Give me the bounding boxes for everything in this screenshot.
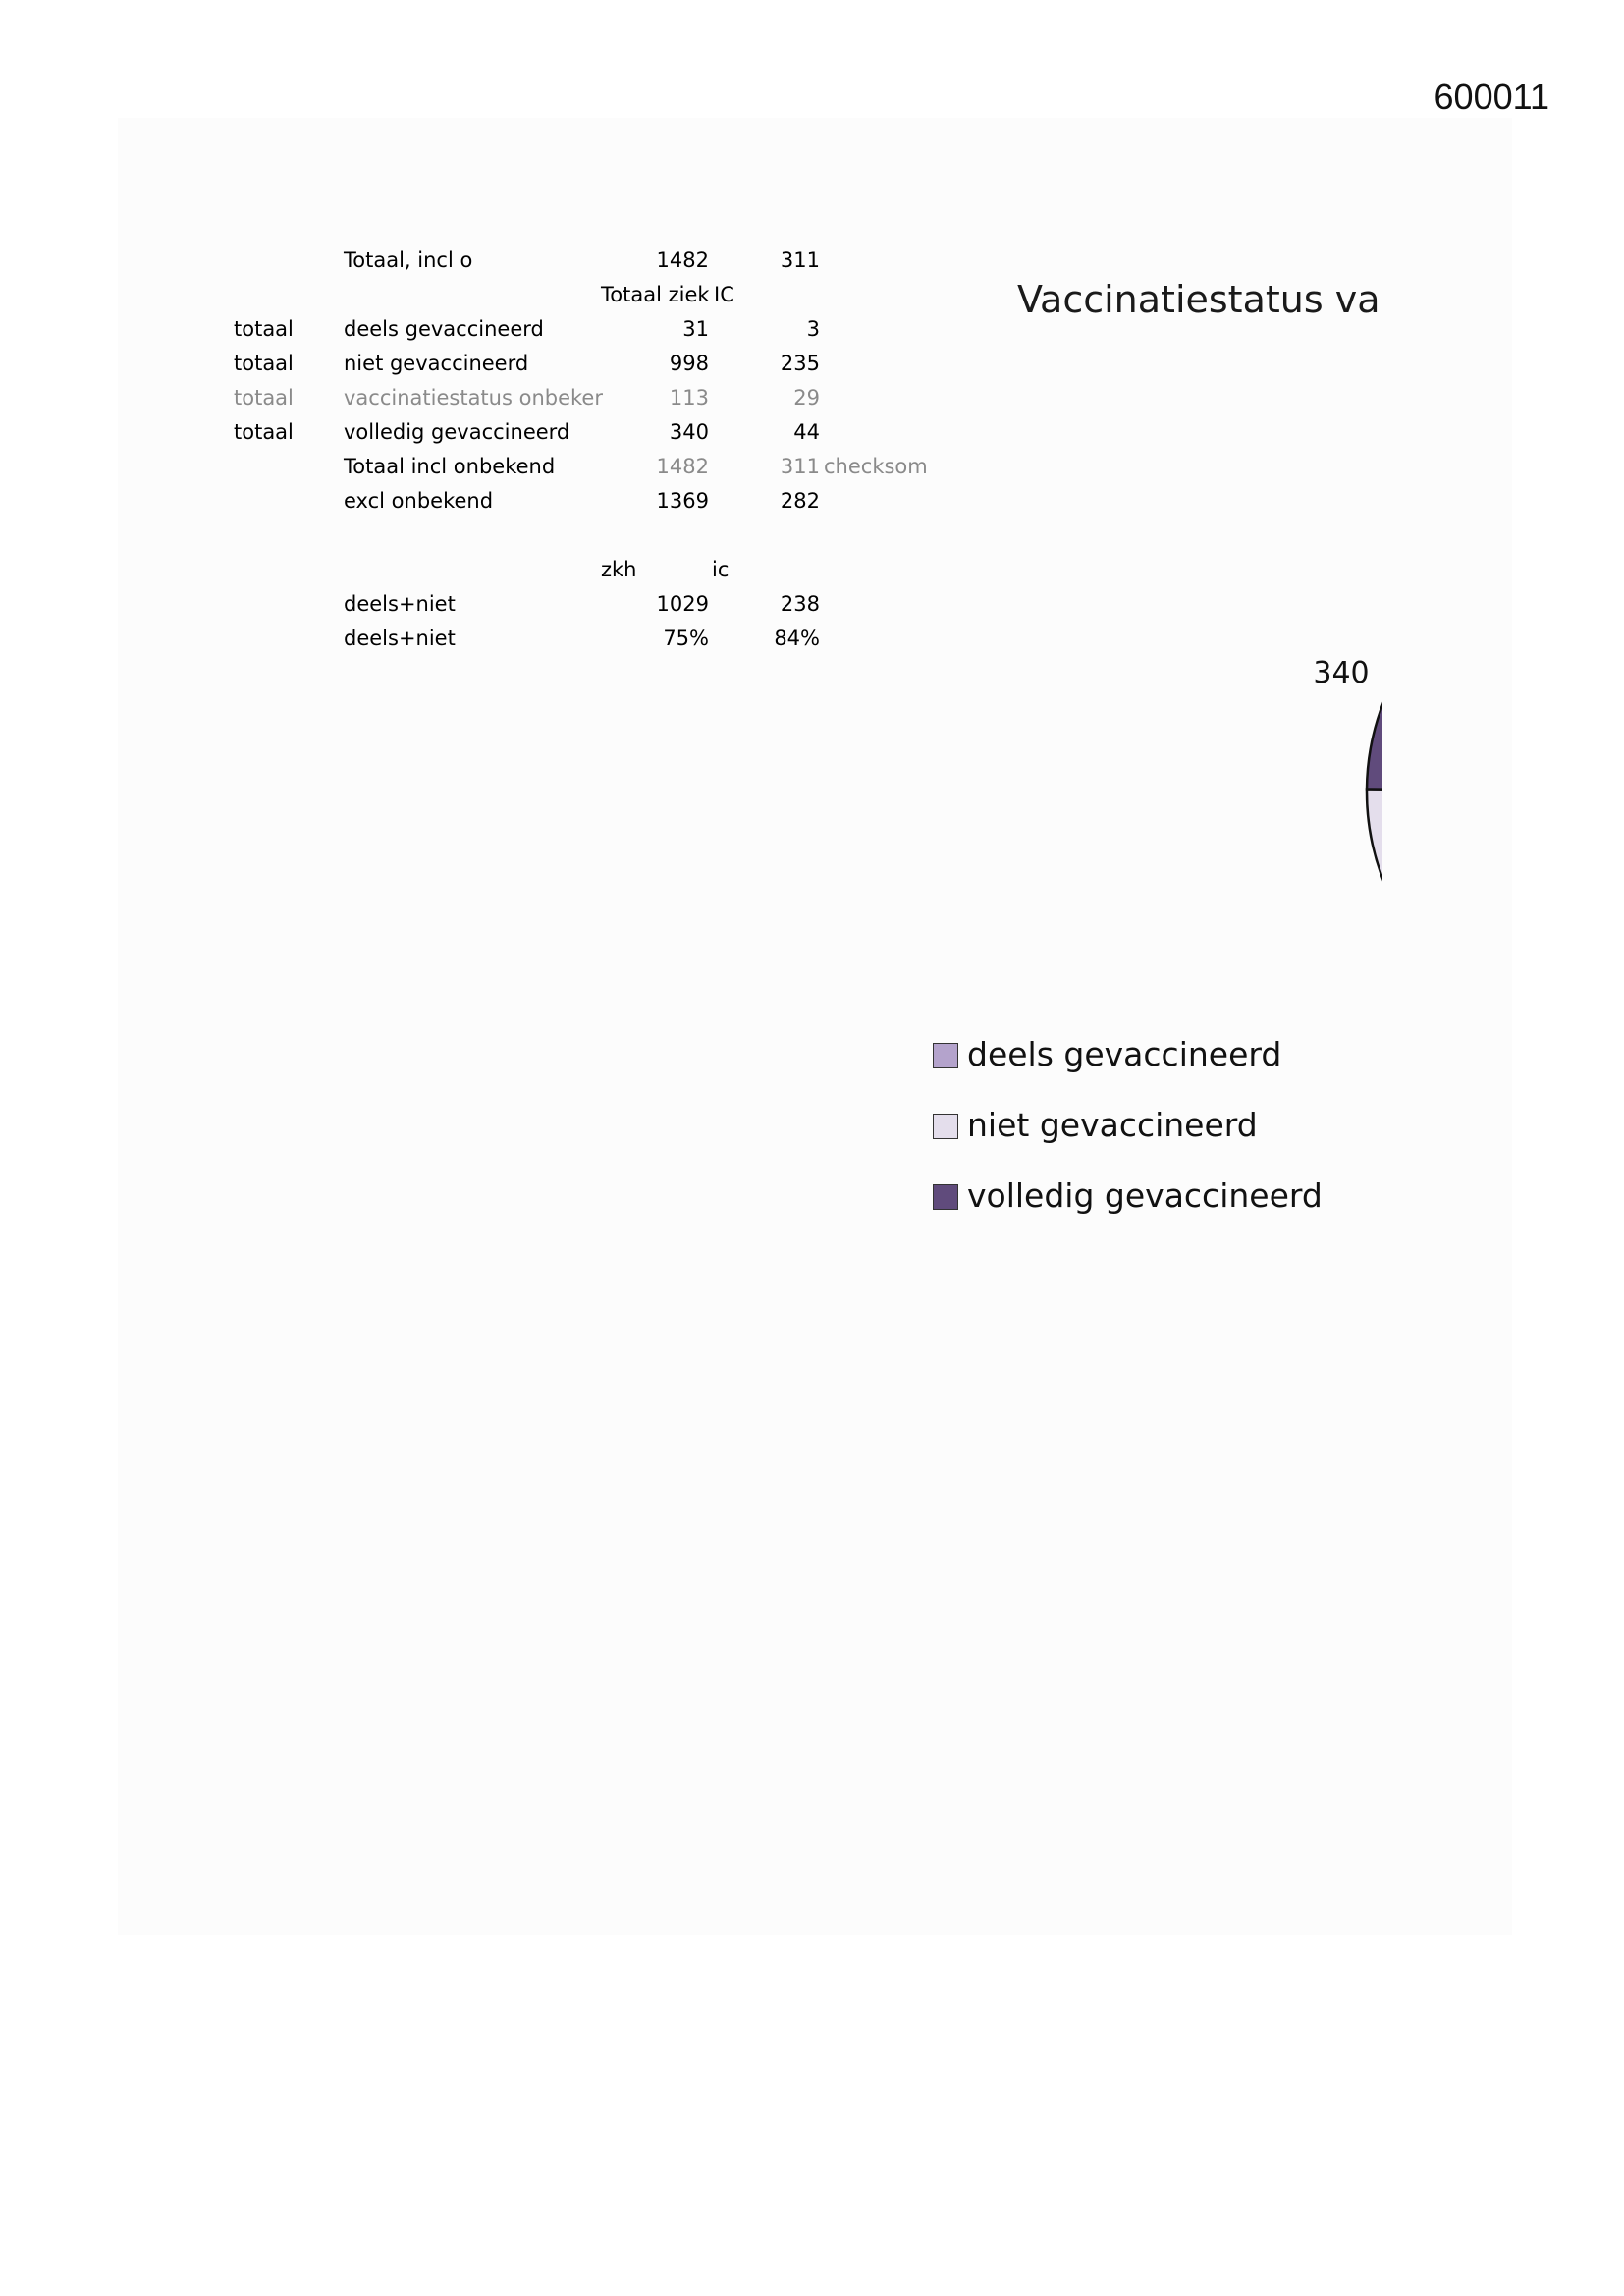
legend-swatch-volledig [933, 1184, 958, 1210]
summary-header-ic: ic [712, 558, 730, 581]
pie-slice-niet [1367, 549, 1382, 1037]
totaal-incl-onbekend-ic: 311 [780, 455, 820, 478]
summary-ic: 238 [780, 592, 820, 616]
row-zkh: 113 [669, 386, 709, 410]
totaal-incl-label: Totaal, incl o [344, 248, 473, 272]
summary-ic: 84% [774, 627, 820, 650]
row-zkh: 340 [669, 420, 709, 444]
row-ic: 29 [793, 386, 820, 410]
totaal-incl-ic: 311 [780, 248, 820, 272]
summary-label: deels+niet [344, 592, 456, 616]
row-label: volledig gevaccineerd [344, 420, 570, 444]
row-prefix: totaal [234, 317, 294, 341]
legend-label: niet gevaccineerd [967, 1106, 1258, 1144]
subheader-totaal-ziek: Totaal ziek [601, 283, 710, 306]
excl-onbekend-label: excl onbekend [344, 489, 494, 513]
row-ic: 44 [793, 420, 820, 444]
row-zkh: 31 [682, 317, 709, 341]
summary-zkh: 1029 [656, 592, 709, 616]
totaal-incl-zkh: 1482 [656, 248, 709, 272]
pie-chart-svg [1178, 530, 1382, 1051]
subheader-ic: IC [714, 283, 734, 306]
row-ic: 3 [806, 317, 820, 341]
totaal-incl-onbekend-zkh: 1482 [656, 455, 709, 478]
row-label: vaccinatiestatus onbeker [344, 386, 603, 410]
excl-onbekend-ic: 282 [780, 489, 820, 513]
summary-zkh: 75% [663, 627, 709, 650]
legend-label: volledig gevaccineerd [967, 1176, 1323, 1215]
checksom-note: checksom [824, 455, 928, 478]
page-id: 600011 [1434, 77, 1549, 117]
totaal-incl-onbekend-label: Totaal incl onbekend [344, 455, 556, 478]
summary-header-zkh: zkh [601, 558, 637, 581]
row-prefix: totaal [234, 386, 294, 410]
legend-swatch-deels [933, 1043, 958, 1068]
row-label: deels gevaccineerd [344, 317, 544, 341]
row-prefix: totaal [234, 352, 294, 375]
chart-title: Vaccinatiestatus va [1017, 278, 1380, 321]
pie-chart [1178, 530, 1382, 1051]
data-label-volledig: 340 [1313, 656, 1370, 690]
legend-label: deels gevaccineerd [967, 1035, 1282, 1073]
row-zkh: 998 [669, 352, 709, 375]
excl-onbekend-zkh: 1369 [656, 489, 709, 513]
row-prefix: totaal [234, 420, 294, 444]
row-label: niet gevaccineerd [344, 352, 529, 375]
summary-label: deels+niet [344, 627, 456, 650]
row-ic: 235 [780, 352, 820, 375]
legend-swatch-niet [933, 1114, 958, 1139]
